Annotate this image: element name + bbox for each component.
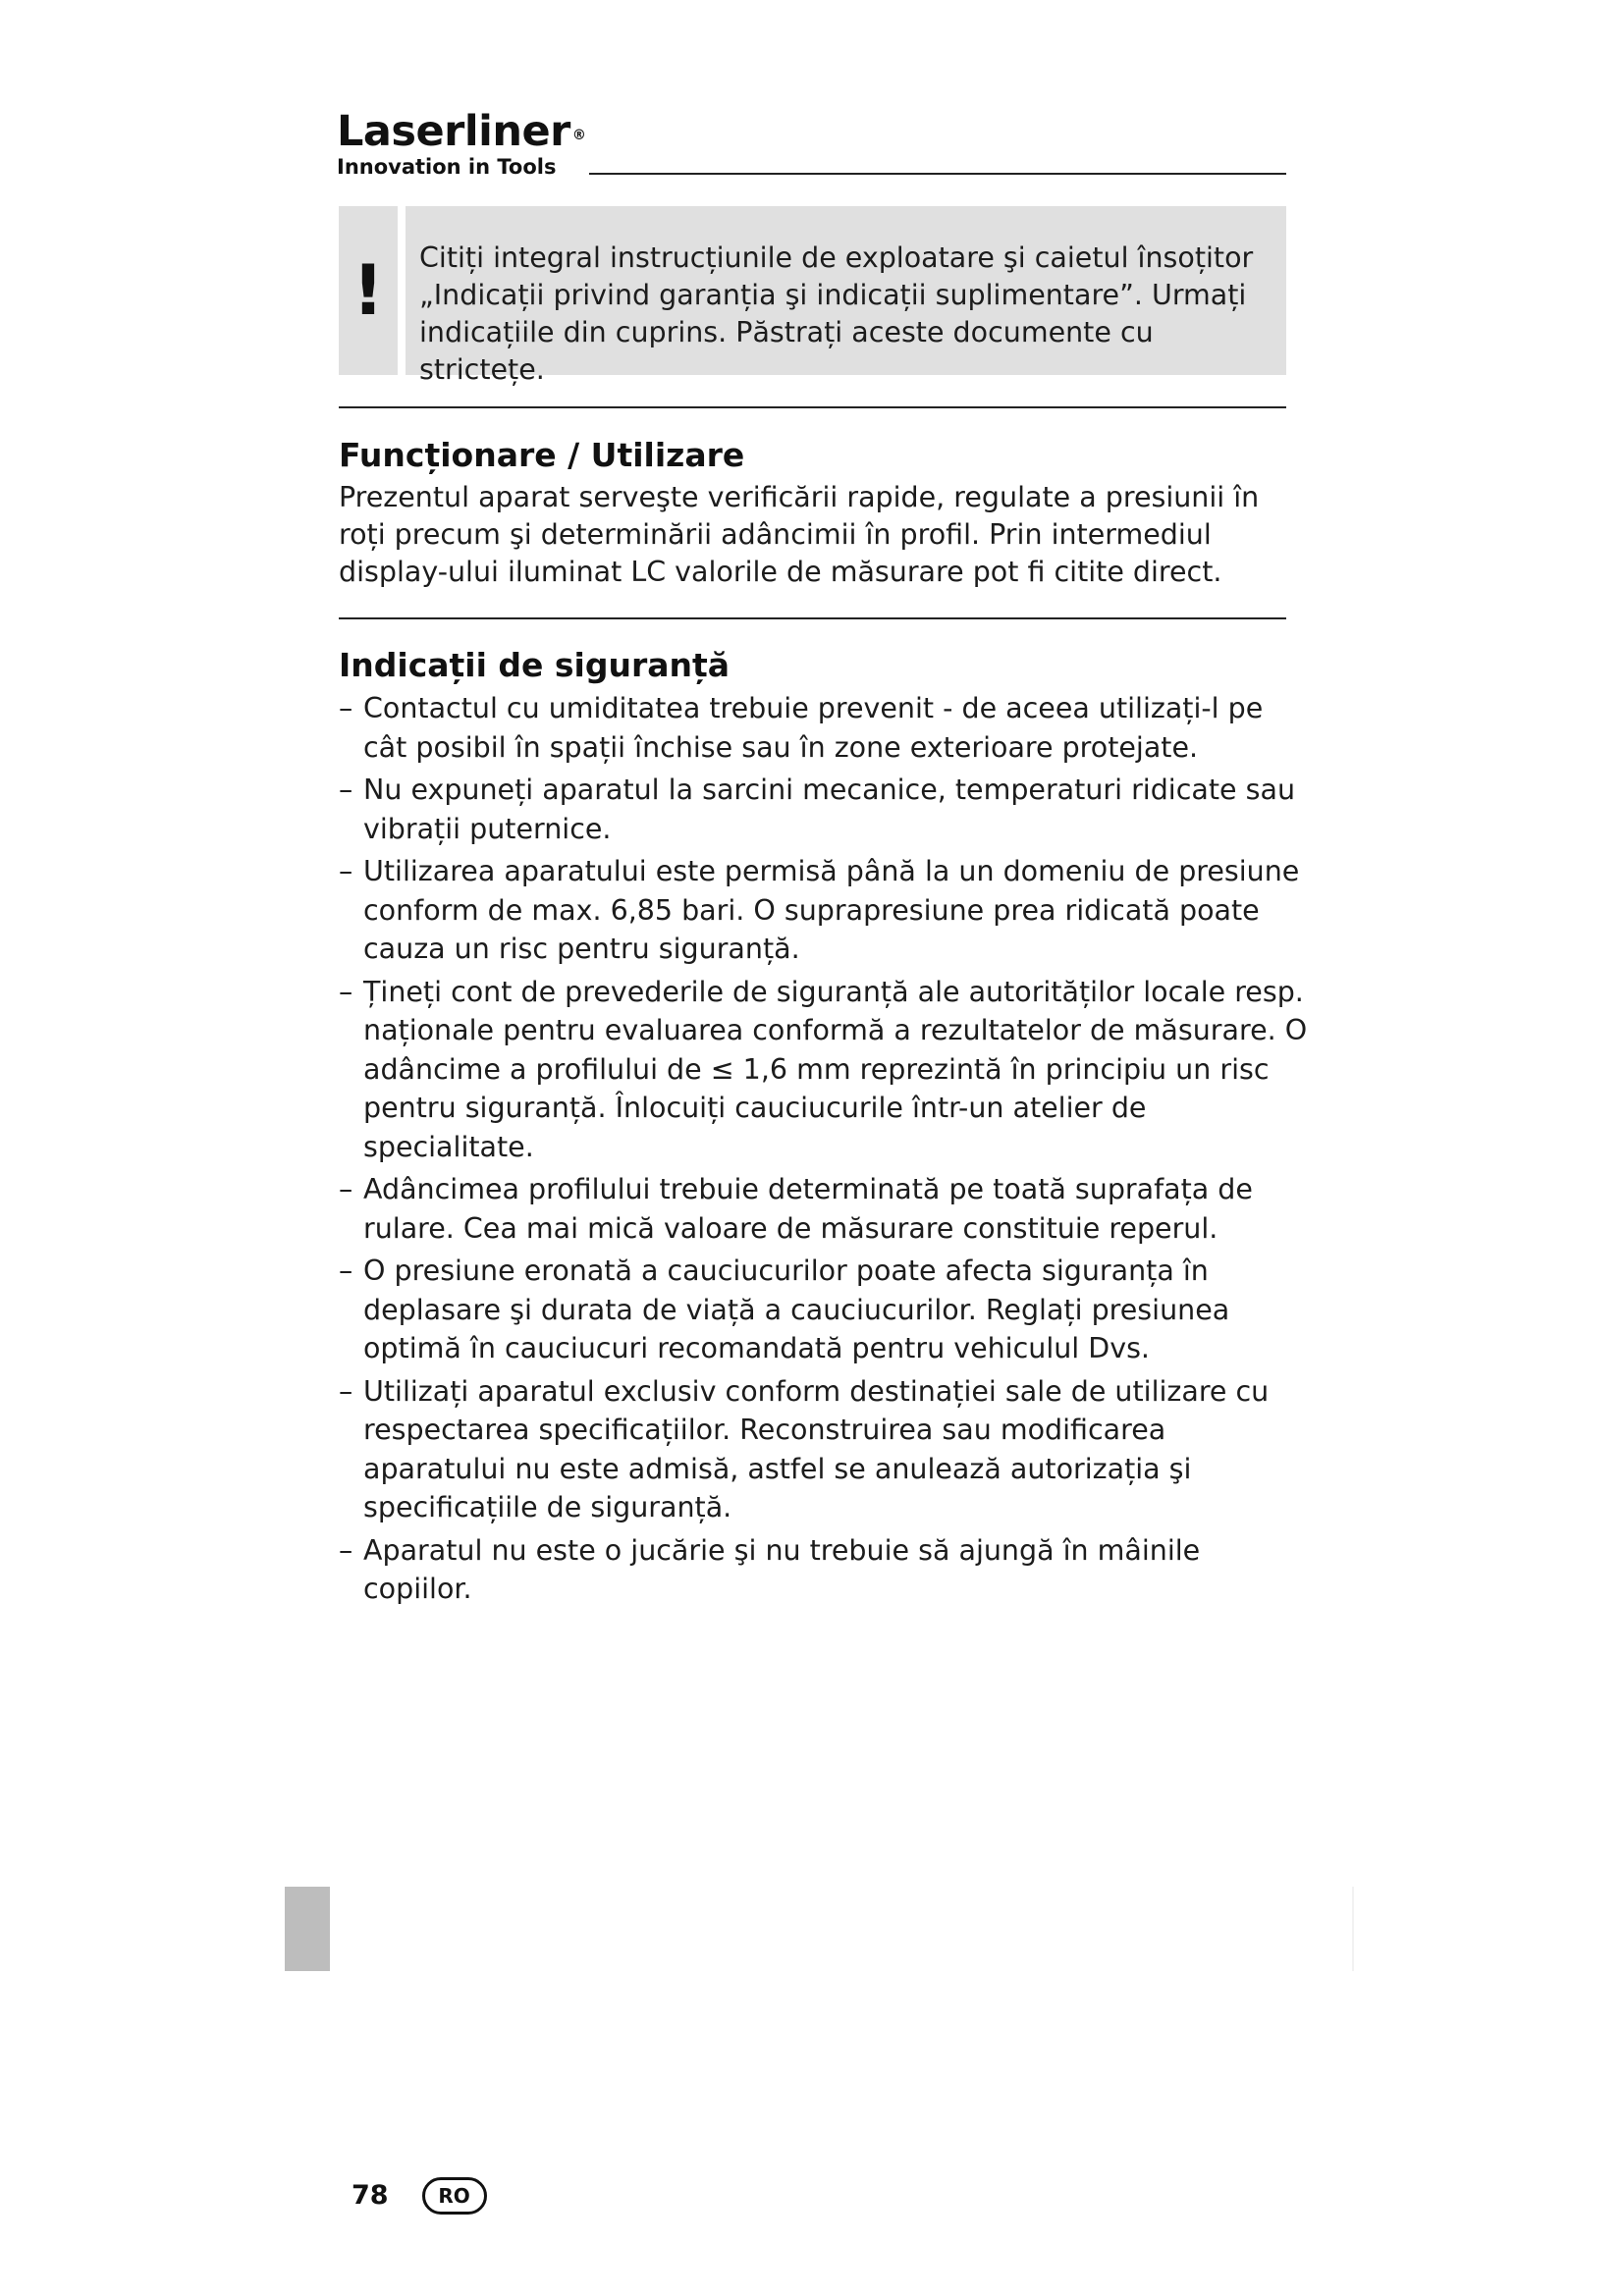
section-divider xyxy=(339,617,1286,619)
notice-text: Citiți integral instrucțiunile de exploatare şi caietul însoțitor „Indicații privind garanția şi indicații suplimentare”. Urmați indicațiile din cuprins. Păstrați aceste documente cu strictețe. xyxy=(406,206,1286,375)
page-footer xyxy=(352,2177,487,2215)
safety-section xyxy=(339,646,1311,1613)
list-item: – Aparatul nu este o jucărie şi nu trebuie să ajungă în mâinile copiilor. xyxy=(339,1531,1311,1609)
exclamation-icon: ! xyxy=(339,206,398,375)
notice-box xyxy=(339,206,1286,386)
section-divider xyxy=(339,406,1286,408)
operation-title: Funcționare / Utilizare xyxy=(339,436,745,474)
header-rule xyxy=(589,173,1286,175)
brand-name: Laserliner xyxy=(337,107,570,156)
list-item: – Utilizarea aparatului este permisă până la un domeniu de presiune conform de max. 6,85 bari. O suprapresiune prea ridicată poate cauza un risc pentru siguranță. xyxy=(339,852,1311,969)
list-item: – Nu expuneți aparatul la sarcini mecanice, temperaturi ridicate sau vibrații puternice. xyxy=(339,771,1311,848)
list-item: – O presiune eronată a cauciucurilor poate afecta siguranța în deplasare şi durata de viață a cauciucurilor. Reglați presiunea optimă în cauciucuri recomandată pentru vehiculul Dvs. xyxy=(339,1252,1311,1368)
page-number: 78 xyxy=(352,2180,389,2211)
operation-section xyxy=(339,436,1311,591)
registered-mark: ® xyxy=(571,128,586,143)
safety-list xyxy=(339,689,1311,1609)
edge-marker xyxy=(1352,1887,1354,1971)
language-badge: RO xyxy=(422,2177,487,2215)
operation-text: Prezentul aparat serveşte verificării rapide, regulate a presiunii în roți precum şi determinării adâncimii în profil. Prin intermediul display-ului iluminat LC valorile de măsurare pot fi citite direct. xyxy=(339,481,1260,588)
list-item: – Țineți cont de prevederile de siguranță ale autorităților locale resp. naționale pentru evaluarea conformă a rezultatelor de măsurare. O adâncime a profilului de ≤ 1,6 mm reprezintă în principiu un risc pentru siguranță. Înlocuiți cauciucurile într-un atelier de specialitate. xyxy=(339,973,1311,1167)
list-item: – Adâncimea profilului trebuie determinată pe toată suprafața de rulare. Cea mai mică valoare de măsurare constituie reperul. xyxy=(339,1170,1311,1248)
chapter-tab-marker xyxy=(285,1887,330,1971)
safety-title: Indicații de siguranță xyxy=(339,646,731,684)
list-item: – Contactul cu umiditatea trebuie prevenit - de aceea utilizați-l pe cât posibil în spații închise sau în zone exterioare protejate. xyxy=(339,689,1311,767)
brand-logo xyxy=(337,107,586,179)
brand-tagline: Innovation in Tools xyxy=(337,155,557,179)
list-item: – Utilizați aparatul exclusiv conform destinației sale de utilizare cu respectarea specificațiilor. Reconstruirea sau modificarea aparatului nu este admisă, astfel se anulează autorizația şi specificațiile de siguranță. xyxy=(339,1372,1311,1527)
